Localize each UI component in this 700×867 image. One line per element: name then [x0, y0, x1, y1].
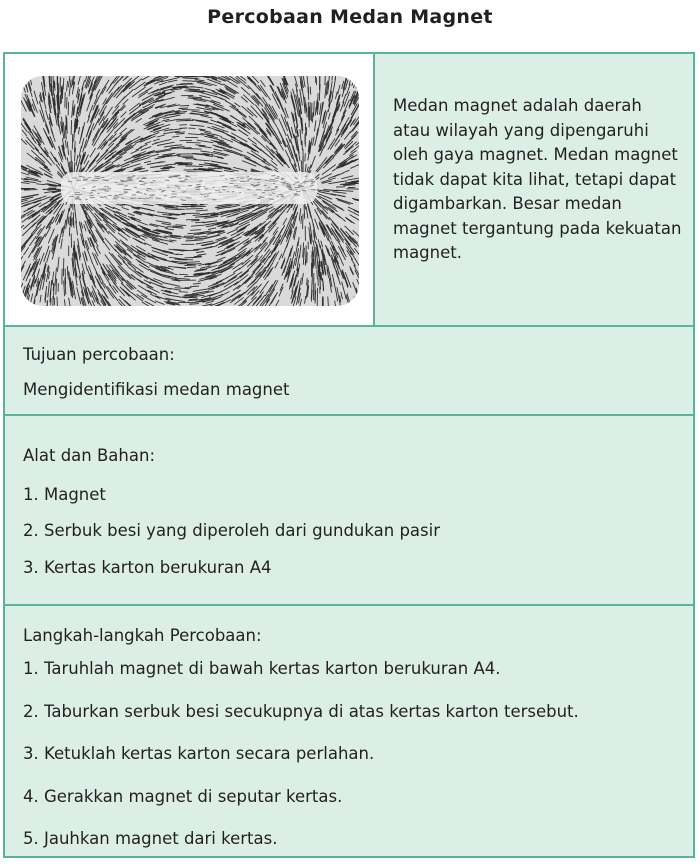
- page-title: Percobaan Medan Magnet: [207, 6, 493, 28]
- section-alat-bahan: [5, 416, 693, 606]
- langkah-heading: Langkah-langkah Percobaan:: [23, 626, 262, 645]
- section-langkah: [5, 606, 693, 858]
- intro-row: [5, 54, 693, 327]
- langkah-item: 1. Taruhlah magnet di bawah kertas karton berukuran A4.: [23, 659, 501, 678]
- experiment-table: [3, 52, 695, 858]
- section-tujuan: [5, 327, 693, 416]
- alat-item: 2. Serbuk besi yang diperoleh dari gundukan pasir: [23, 521, 441, 540]
- tujuan-heading: Tujuan percobaan:: [23, 345, 175, 364]
- langkah-item: 4. Gerakkan magnet di seputar kertas.: [23, 787, 343, 806]
- alat-heading: Alat dan Bahan:: [23, 446, 155, 465]
- alat-item: 3. Kertas karton berukuran A4: [23, 558, 272, 577]
- tujuan-text: Mengidentifikasi medan magnet: [23, 380, 290, 399]
- alat-item: 1. Magnet: [23, 485, 106, 504]
- langkah-item: 2. Taburkan serbuk besi secukupnya di atas kertas karton tersebut.: [23, 702, 579, 721]
- image-cell: [5, 54, 375, 325]
- langkah-item: 5. Jauhkan magnet dari kertas.: [23, 829, 278, 848]
- description-text: Medan magnet adalah daerah atau wilayah yang dipengaruhi oleh gaya magnet. Medan magnet tidak dapat kita lihat, tetapi dapat digambarkan. Besar medan magnet tergantung pada kekuatan magnet.: [393, 96, 682, 262]
- langkah-item: 3. Ketuklah kertas karton secara perlahan.: [23, 744, 375, 763]
- magnetic-field-icon: [21, 76, 359, 306]
